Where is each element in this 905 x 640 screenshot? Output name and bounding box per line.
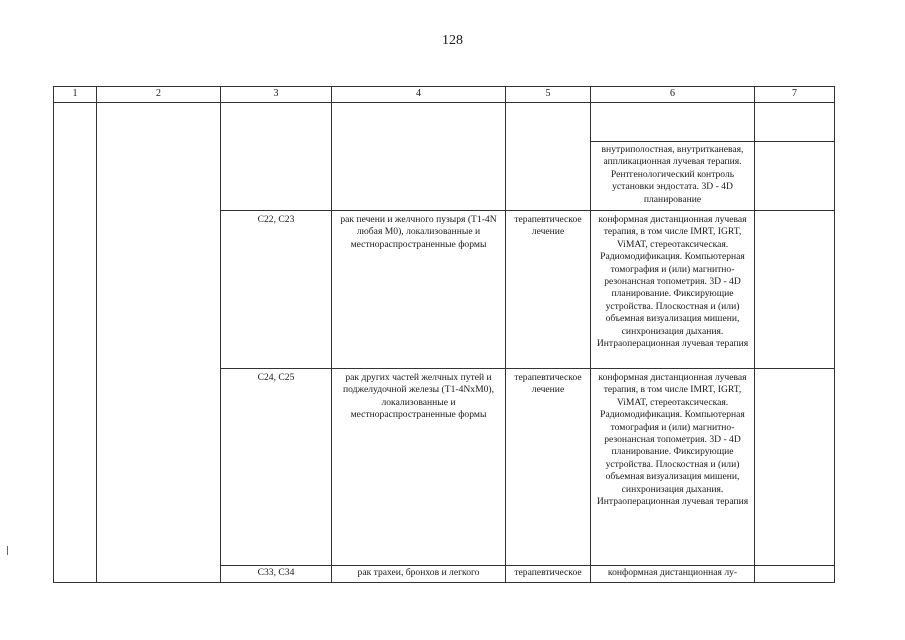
row-method: конформная дистанционная лу- [591, 566, 755, 583]
col-1-cell [54, 103, 97, 583]
header-col-3: 3 [221, 87, 332, 103]
row-codes: С33, С34 [221, 566, 332, 583]
page-number: 128 [442, 33, 463, 48]
header-col-7: 7 [755, 87, 835, 103]
col-3-cont-cell [221, 103, 332, 211]
col-7-cont-cell [755, 142, 835, 211]
col-7-spacer-cell [755, 103, 835, 142]
row-method: конформная дистанционная лучевая терапия, в том числе IMRT, IGRT, ViMAT, стереотаксическая. Радиомодификация. Компьютерная томография и (или) магнитно-резонансная топометрия. 3D - 4D планирование. Фиксирующие устройства. Плоскостная и (или) объемная визуализация мишени, синхронизация дыхания. Интраоперационная лучевая терапия [591, 369, 755, 566]
row-treatment-type: терапевтическое лечение [506, 369, 591, 566]
row-model: рак печени и желчного пузыря (T1-4N любая M0), локализованные и местнораспространенные формы [332, 211, 506, 369]
header-row [54, 87, 835, 103]
header-col-5: 5 [506, 87, 591, 103]
scan-artifact [7, 546, 8, 555]
row-method: конформная дистанционная лучевая терапия, в том числе IMRT, IGRT, ViMAT, стереотаксическая. Радиомодификация. Компьютерная томография и (или) магнитно-резонансная топометрия. 3D - 4D планирование. Фиксирующие устройства. Плоскостная и (или) объемная визуализация мишени, синхронизация дыхания. Интраоперационная лучевая терапия [591, 211, 755, 369]
header-col-6: 6 [591, 87, 755, 103]
header-col-4: 4 [332, 87, 506, 103]
row-treatment-type: терапевтическое [506, 566, 591, 583]
row-treatment-type: терапевтическое лечение [506, 211, 591, 369]
header-col-2: 2 [97, 87, 221, 103]
row-col-7 [755, 369, 835, 566]
spacer-row [54, 103, 835, 142]
row-model: рак других частей желчных путей и поджелудочной железы (T1-4NxM0), локализованные и местнораспространенные формы [332, 369, 506, 566]
row-col-7 [755, 211, 835, 369]
col-4-cont-cell [332, 103, 506, 211]
header-col-1: 1 [54, 87, 97, 103]
col-5-cont-cell [506, 103, 591, 211]
row-model: рак трахеи, бронхов и легкого [332, 566, 506, 583]
continuation-method: внутриполостная, внутритканевая, аппликационная лучевая терапия. Рентгенологический контроль установки эндостата. 3D - 4D планирование [591, 142, 755, 211]
treatment-table [53, 86, 835, 583]
row-codes: С22, С23 [221, 211, 332, 369]
col-2-cell [97, 103, 221, 583]
row-codes: С24, С25 [221, 369, 332, 566]
row-col-7 [755, 566, 835, 583]
col-6-spacer-cell [591, 103, 755, 142]
